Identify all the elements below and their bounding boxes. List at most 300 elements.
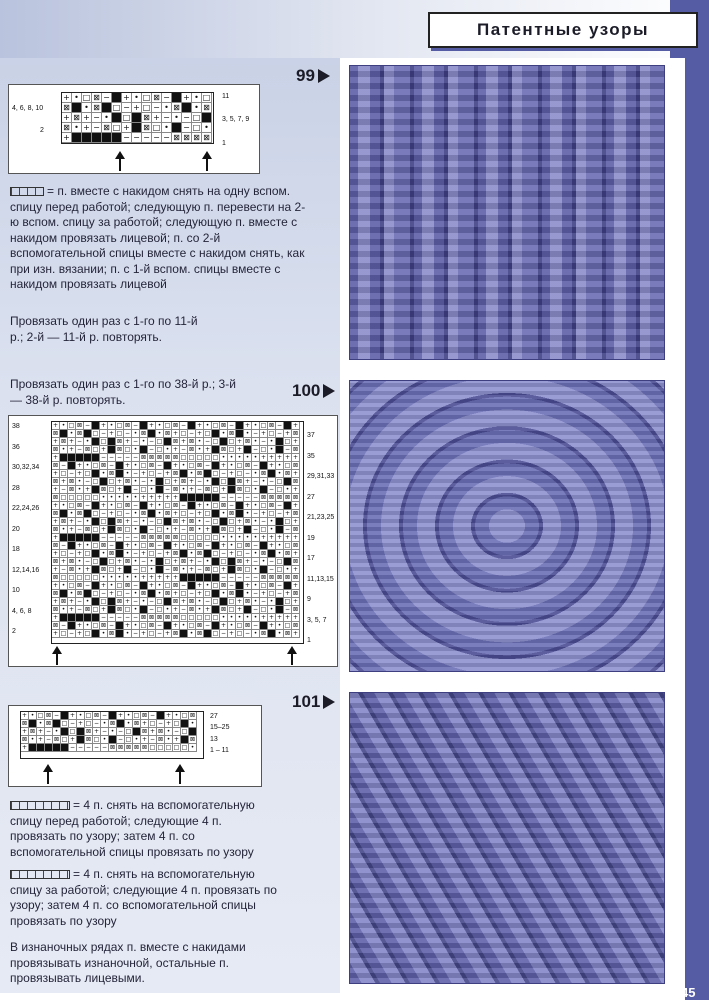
chart-cell: + xyxy=(140,630,147,637)
chart-cell: − xyxy=(252,446,259,453)
chart-cell: − xyxy=(100,430,107,437)
chart-cell: • xyxy=(140,598,148,606)
chart-cell: + xyxy=(124,518,131,525)
chart-cell: ⊠ xyxy=(84,526,91,533)
chart-cell: □ xyxy=(212,486,219,493)
chart-cell: − xyxy=(100,454,107,461)
chart-cell: ⊠ xyxy=(172,518,179,525)
chart-cell: − xyxy=(162,133,172,143)
chart-cell: • xyxy=(228,614,236,622)
chart-cell: • xyxy=(162,103,172,113)
chart-cell: − xyxy=(152,103,162,113)
chart-cell: − xyxy=(156,622,163,629)
chart-cell: + xyxy=(196,502,203,509)
chart-cell: • xyxy=(100,574,108,582)
chart-cell: ⊠ xyxy=(292,574,299,581)
chart-cell: + xyxy=(132,103,142,113)
chart-cell: □ xyxy=(204,590,211,597)
chart-cell: □ xyxy=(173,744,180,751)
chart-cell: □ xyxy=(228,526,235,533)
chart-cell xyxy=(212,462,220,470)
chart-cell: ⊠ xyxy=(140,534,147,541)
chart-cell: • xyxy=(102,113,112,123)
chart-cell: • xyxy=(252,534,260,542)
repeat-arrow-icon xyxy=(119,153,121,171)
chart-cell: ⊠ xyxy=(72,113,82,123)
chart-cell: ⊠ xyxy=(228,430,235,437)
chart-cell: • xyxy=(276,462,284,470)
chart-cell: □ xyxy=(164,502,171,509)
chart-cell: □ xyxy=(92,590,99,597)
chart-cell: + xyxy=(260,614,267,621)
chart-cell: − xyxy=(132,518,139,525)
chart-cell: ⊠ xyxy=(52,542,59,549)
chart-cell xyxy=(188,502,196,510)
chart-cell: − xyxy=(68,550,75,557)
chart-cell: − xyxy=(268,478,275,485)
chart-cell: + xyxy=(196,582,203,589)
chart-cell: • xyxy=(84,598,92,606)
chart-cell: □ xyxy=(180,534,187,541)
chart-cell: + xyxy=(236,446,243,453)
chart-cell: − xyxy=(276,422,283,429)
chart-cell: ⊠ xyxy=(52,590,59,597)
chart-cell: □ xyxy=(173,720,180,727)
chart-cell: − xyxy=(69,720,76,727)
chart-cell: • xyxy=(204,422,212,430)
chart-cell: + xyxy=(84,486,91,493)
chart-cell: □ xyxy=(202,93,211,102)
repeat-arrow-icon xyxy=(56,648,58,665)
chart-cell: ⊠ xyxy=(164,614,171,621)
chart-cell: • xyxy=(29,712,37,720)
chart-cell: □ xyxy=(164,478,171,485)
chart-cell: • xyxy=(180,486,188,494)
chart-cell: ⊠ xyxy=(172,614,179,621)
chart-cell: + xyxy=(76,550,83,557)
chart-cell xyxy=(180,494,188,502)
chart-cell: • xyxy=(37,720,45,728)
chart-cell: ⊠ xyxy=(124,558,131,565)
chart-cell: □ xyxy=(85,712,92,719)
chart-cell: + xyxy=(244,502,251,509)
chart-cell: □ xyxy=(268,430,275,437)
chart-cell: + xyxy=(236,518,243,525)
chart-cell: • xyxy=(101,720,109,728)
chart-cell xyxy=(116,462,124,470)
swatch-101-photo xyxy=(349,692,665,984)
chart-cell: − xyxy=(196,558,203,565)
chart-cell: □ xyxy=(156,606,163,613)
chart-cell: − xyxy=(100,534,107,541)
chart-cell xyxy=(92,502,100,510)
chart-cell: − xyxy=(157,720,164,727)
chart-cell: ⊠ xyxy=(76,510,83,517)
chart-cell: + xyxy=(108,510,115,517)
chart-cell: + xyxy=(268,614,275,621)
chart-cell: − xyxy=(236,494,243,501)
chart-cell: □ xyxy=(212,582,219,589)
chart-cell: + xyxy=(100,526,107,533)
chart-cell: ⊠ xyxy=(76,590,83,597)
chart-cell xyxy=(76,534,84,542)
chart-cell: + xyxy=(292,614,299,621)
chart-cell: □ xyxy=(212,438,219,445)
chart-cell: □ xyxy=(180,614,187,621)
swatch-100-photo xyxy=(349,380,665,672)
chart-cell: □ xyxy=(188,542,195,549)
chart-cell: − xyxy=(100,614,107,621)
chart-cell: + xyxy=(122,123,132,133)
chart-cell: + xyxy=(172,494,179,501)
chart-cell: • xyxy=(116,574,124,582)
chart-cell: + xyxy=(292,454,299,461)
chart-cell: □ xyxy=(112,103,121,112)
chart-cell: + xyxy=(148,422,155,429)
chart-cell: • xyxy=(220,454,228,462)
chart-cell: + xyxy=(196,430,203,437)
chart-cell xyxy=(92,518,100,526)
chart-cell: − xyxy=(85,744,92,751)
chart-cell: □ xyxy=(108,558,115,565)
chart-cell xyxy=(212,542,220,550)
chart-cell: □ xyxy=(100,438,107,445)
chart-cell xyxy=(92,438,100,446)
chart-cell: − xyxy=(148,598,155,605)
chart-cell: ⊠ xyxy=(292,606,299,613)
chart-cell: − xyxy=(132,486,139,493)
chart-cell: • xyxy=(276,470,284,478)
chart-cell: + xyxy=(69,712,76,719)
chart-cell: ⊠ xyxy=(52,606,59,613)
chart-cell xyxy=(84,534,92,542)
chart-cell: − xyxy=(252,558,259,565)
chart-cell: • xyxy=(260,478,268,486)
chart-cell: − xyxy=(252,622,259,629)
chart-cell: □ xyxy=(204,454,211,461)
chart-cell: • xyxy=(252,550,260,558)
chart-cell: ⊠ xyxy=(100,622,107,629)
chart-cell: □ xyxy=(228,518,235,525)
chart-cell: − xyxy=(132,534,139,541)
chart-cell: + xyxy=(292,486,299,493)
chart-cell: − xyxy=(132,422,139,429)
chart-cell: + xyxy=(172,430,179,437)
legend-101-b xyxy=(10,867,290,929)
chart-cell xyxy=(236,430,244,438)
chart-cell: □ xyxy=(220,558,227,565)
chart-cell: □ xyxy=(140,622,147,629)
chart-cell: + xyxy=(260,430,267,437)
chart-cell: • xyxy=(60,446,68,454)
repeat-arrow-icon xyxy=(206,153,208,171)
chart-cell: − xyxy=(164,566,171,573)
chart-cell: □ xyxy=(68,422,75,429)
chart-cell: ⊠ xyxy=(76,582,83,589)
chart-cell: • xyxy=(165,728,173,736)
chart-cell: + xyxy=(52,438,59,445)
chart-cell: ⊠ xyxy=(100,462,107,469)
chart-cell: − xyxy=(220,630,227,637)
chart-cell: • xyxy=(60,422,68,430)
chart-cell: ⊠ xyxy=(116,526,123,533)
chart-cell: □ xyxy=(188,454,195,461)
chart-cell: + xyxy=(244,478,251,485)
chart-cell: □ xyxy=(116,582,123,589)
chart-cell: + xyxy=(292,502,299,509)
chart-cell: ⊠ xyxy=(284,550,291,557)
chart-cell xyxy=(124,566,132,574)
chart-cell: □ xyxy=(84,574,91,581)
chart-cell: − xyxy=(132,470,139,477)
chart-cell: • xyxy=(196,526,204,534)
chart-cell: − xyxy=(228,502,235,509)
chart-cell: − xyxy=(180,446,187,453)
chart-cell xyxy=(92,133,102,143)
chart-cell xyxy=(204,550,212,558)
chart-cell: • xyxy=(148,558,156,566)
chart-99-right-label: 3, 5, 7, 9 xyxy=(222,116,250,123)
chart-cell: □ xyxy=(188,462,195,469)
chart-cell: + xyxy=(164,550,171,557)
chart-cell: ⊠ xyxy=(60,518,67,525)
chart-cell: + xyxy=(260,510,267,517)
chart-cell: ⊠ xyxy=(172,438,179,445)
chart-cell: ⊠ xyxy=(116,598,123,605)
chart-cell xyxy=(204,470,212,478)
chart-cell: − xyxy=(252,590,259,597)
chart-cell xyxy=(284,478,292,486)
chart-cell: − xyxy=(252,478,259,485)
chart-cell: ⊠ xyxy=(260,574,267,581)
chart-cell: + xyxy=(100,582,107,589)
chart-cell xyxy=(100,478,108,486)
chart-cell: ⊠ xyxy=(140,430,147,437)
chart-cell: − xyxy=(252,542,259,549)
chart-cell: − xyxy=(69,744,76,751)
chart-cell: − xyxy=(180,502,187,509)
chart-cell: ⊠ xyxy=(196,630,203,637)
chart-cell: − xyxy=(204,518,211,525)
chart-cell: + xyxy=(228,550,235,557)
chart-cell xyxy=(212,526,220,534)
chart-cell: • xyxy=(132,93,142,103)
chart-cell: □ xyxy=(60,630,67,637)
chart-cell: + xyxy=(140,494,147,501)
chart-cell: + xyxy=(100,446,107,453)
chart-cell: ⊠ xyxy=(268,494,275,501)
chart-cell xyxy=(60,454,68,462)
chart-cell: • xyxy=(204,558,212,566)
chart-cell: − xyxy=(132,454,139,461)
chart-cell: + xyxy=(228,470,235,477)
chart-100-row-label: 4, 6, 8 xyxy=(12,607,32,615)
chart-cell xyxy=(29,744,37,752)
chart-cell: □ xyxy=(60,494,67,501)
chart-cell: □ xyxy=(260,606,267,613)
chart-cell: □ xyxy=(212,550,219,557)
chart-cell: □ xyxy=(116,510,123,517)
chart-cell: ⊠ xyxy=(84,606,91,613)
chart-cell xyxy=(61,744,69,752)
chart-cell: + xyxy=(244,422,251,429)
chart-cell: + xyxy=(156,494,163,501)
chart-cell: + xyxy=(292,534,299,541)
chart-cell: ⊠ xyxy=(116,606,123,613)
chart-cell: ⊠ xyxy=(292,622,299,629)
chart-cell: + xyxy=(68,446,75,453)
chart-cell: − xyxy=(220,470,227,477)
chart-cell: + xyxy=(52,566,59,573)
chart-cell: □ xyxy=(140,486,147,493)
chart-cell: • xyxy=(109,728,117,736)
chart-cell xyxy=(37,744,45,752)
chart-cell: ⊠ xyxy=(204,566,211,573)
chart-cell: ⊠ xyxy=(244,462,251,469)
chart-cell: ⊠ xyxy=(192,133,202,143)
chart-cell: • xyxy=(68,590,76,598)
chart-cell: ⊠ xyxy=(220,446,227,453)
chart-cell: ⊠ xyxy=(124,422,131,429)
chart-cell: • xyxy=(252,566,260,574)
chart-101 xyxy=(8,705,262,787)
chart-cell: ⊠ xyxy=(180,478,187,485)
chart-cell: − xyxy=(76,518,83,525)
chart-cell: • xyxy=(220,534,228,542)
chart-cell: □ xyxy=(142,93,151,102)
chart-cell: ⊠ xyxy=(141,744,148,751)
chart-cell: □ xyxy=(268,510,275,517)
chart-cell: □ xyxy=(180,590,187,597)
chart-cell: • xyxy=(244,430,252,438)
chart-cell: □ xyxy=(236,542,243,549)
chart-cell: − xyxy=(100,590,107,597)
chart-cell xyxy=(212,590,220,598)
chart-cell xyxy=(112,93,122,103)
chart-cell: • xyxy=(125,720,133,728)
chart-cell: − xyxy=(148,446,155,453)
chart-cell: • xyxy=(220,510,228,518)
chart-cell: − xyxy=(276,502,283,509)
chart-cell: + xyxy=(236,526,243,533)
chart-cell: • xyxy=(76,486,84,494)
chart-cell xyxy=(180,550,188,558)
chart-cell: • xyxy=(180,542,188,550)
chart-cell: + xyxy=(60,478,67,485)
chart-cell xyxy=(212,622,220,630)
chart-cell: − xyxy=(260,438,267,445)
chart-cell: • xyxy=(124,574,132,582)
chart-cell: □ xyxy=(196,614,203,621)
chart-cell: • xyxy=(84,542,92,550)
chart-cell: □ xyxy=(181,712,188,719)
chart-cell: • xyxy=(268,446,276,454)
chart-cell: + xyxy=(116,566,123,573)
chart-100-row-label: 18 xyxy=(12,546,20,553)
chart-cell: □ xyxy=(108,566,115,573)
cable-symbol-icon xyxy=(10,187,44,196)
chart-cell: • xyxy=(220,590,228,598)
chart-99-left-label: 2 xyxy=(40,127,44,134)
chart-cell: ⊠ xyxy=(202,133,212,143)
chart-cell: + xyxy=(52,598,59,605)
chart-cell: + xyxy=(268,534,275,541)
chart-cell xyxy=(276,606,284,614)
chart-cell: ⊠ xyxy=(85,736,92,743)
chart-cell: − xyxy=(220,550,227,557)
chart-cell xyxy=(228,566,236,574)
chart-cell: ⊠ xyxy=(76,502,83,509)
chart-cell: + xyxy=(52,614,59,621)
chart-cell: □ xyxy=(180,454,187,461)
chart-cell: + xyxy=(204,446,211,453)
chart-cell: − xyxy=(132,566,139,573)
chart-cell xyxy=(148,430,156,438)
chart-cell: □ xyxy=(212,534,219,541)
chart-cell: • xyxy=(84,438,92,446)
chart-cell: □ xyxy=(92,430,99,437)
chart-cell: □ xyxy=(124,606,131,613)
chart-cell: □ xyxy=(122,113,131,122)
chart-cell: • xyxy=(252,422,260,430)
chart-cell: − xyxy=(220,574,227,581)
chart-cell: ⊠ xyxy=(124,502,131,509)
chart-cell: □ xyxy=(212,630,219,637)
chart-cell: − xyxy=(101,712,108,719)
chart-cell: − xyxy=(268,558,275,565)
chart-cell: − xyxy=(148,606,155,613)
chart-cell: □ xyxy=(196,454,203,461)
chart-cell: ⊠ xyxy=(292,590,299,597)
chart-cell: − xyxy=(148,526,155,533)
chart-cell: − xyxy=(122,103,132,113)
chart-cell: • xyxy=(132,622,140,630)
chart-cell: − xyxy=(101,744,108,751)
chart-cell: • xyxy=(188,470,196,478)
chart-cell: + xyxy=(172,478,179,485)
chart-cell: − xyxy=(76,438,83,445)
chart-cell: ⊠ xyxy=(260,630,267,637)
chart-cell: • xyxy=(156,430,164,438)
chart-cell: + xyxy=(180,438,187,445)
chart-cell: + xyxy=(260,590,267,597)
chart-cell: ⊠ xyxy=(188,438,195,445)
chart-cell: □ xyxy=(165,744,172,751)
chart-cell: □ xyxy=(164,582,171,589)
chart-cell: − xyxy=(60,622,67,629)
chart-cell: + xyxy=(236,606,243,613)
chart-cell: • xyxy=(68,510,76,518)
chart-cell: − xyxy=(180,606,187,613)
chart-cell xyxy=(112,113,122,123)
chart-100-row-label: 9 xyxy=(307,596,311,603)
chart-cell: □ xyxy=(212,454,219,461)
chart-cell xyxy=(284,558,292,566)
chart-cell: + xyxy=(164,470,171,477)
chart-cell: ⊠ xyxy=(260,494,267,501)
chart-cell xyxy=(268,550,276,558)
chart-cell: • xyxy=(124,550,132,558)
chart-cell: ⊠ xyxy=(62,103,72,113)
chart-cell: □ xyxy=(260,422,267,429)
chart-cell: □ xyxy=(148,630,155,637)
chart-cell xyxy=(276,598,284,606)
chart-cell: + xyxy=(292,630,299,637)
chart-cell: + xyxy=(284,454,291,461)
chart-100-grid xyxy=(51,421,304,644)
chart-cell: − xyxy=(236,574,243,581)
chart-cell: + xyxy=(188,478,195,485)
